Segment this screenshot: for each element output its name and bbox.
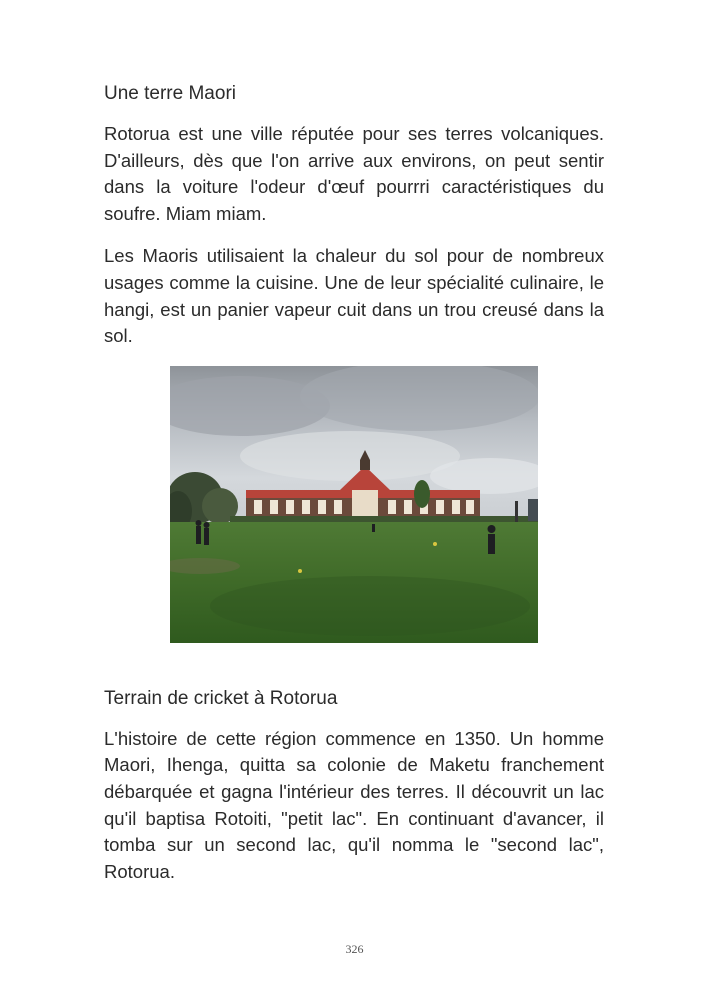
cricket-ground-photo: [170, 366, 538, 643]
section-heading: Une terre Maori: [104, 83, 236, 104]
paragraph: Rotorua est une ville réputée pour ses terres volcaniques. D'ailleurs, dès que l'on arrive aux environs, on peut sentir dans la voiture l'odeur d'œuf pourrri caractéristiques du soufre. Miam miam.: [104, 123, 604, 224]
paragraph: Les Maoris utilisaient la chaleur du sol pour de nombreux usages comme la cuisine. Une de leur spécialité culinaire, le hangi, est un panier vapeur cuit dans un trou creusé dans la sol.: [104, 245, 604, 347]
paragraph: L'histoire de cette région commence en 1350. Un homme Maori, Ihenga, quitta sa colonie de Maketu franchement débarquée et gagna l'intérieur des terres. Il découvrit un lac qu'il baptisa Rotoiti, "petit lac". En continuant d'avancer, il tomba sur un second lac, qu'il nomma le "second lac", Rotorua.: [104, 727, 604, 882]
page-number: 326: [345, 942, 364, 956]
page-content: [104, 80, 604, 901]
figure-caption: Terrain de cricket à Rotorua: [104, 687, 338, 709]
